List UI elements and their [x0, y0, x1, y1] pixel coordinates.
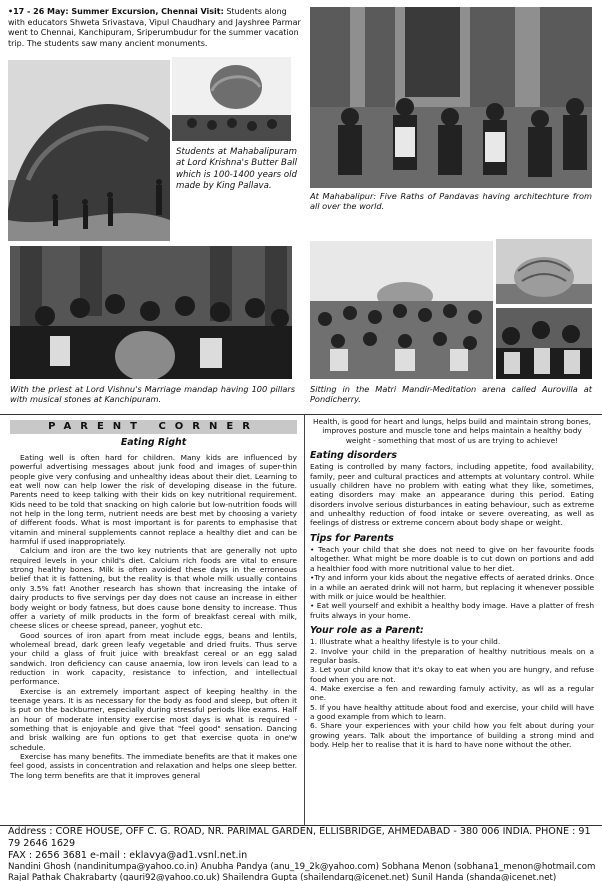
excursion-intro	[8, 7, 303, 49]
paragraph-health-intro: Health, is good for heart and lungs, helps build and maintain strong bones, improves posture and muscle tone and helps maintain a healthy body weight - something that most of us are trying to achieve!	[313, 417, 591, 445]
parent-corner-title: PARENT CORNER	[10, 420, 297, 434]
role-item: 3. Let your child know that it's okay to eat when you are hungry, and refuse food when you are not.	[310, 665, 594, 684]
caption-five-raths: At Mahabalipur: Five Raths of Pandavas having architechture from all over the world.	[310, 191, 592, 212]
photo-matri-mandir-dome	[496, 239, 592, 304]
photo-five-raths	[310, 7, 592, 188]
caption-butter-ball: Students at Mahabalipuram at Lord Krishna's Butter Ball which is 100-1400 years old made by King Pallava.	[176, 147, 297, 192]
tip-item: • Teach your child that she does not need to give on her favourite foods altogether. What might be more doable is to cut down on portions and add a healthier food with more nutritional value to her diet.	[310, 545, 594, 573]
paragraph-calcium-iron: Calcium and iron are the two key nutrients that are generally not upto required levels in your child's diet. Calcium rich foods are vital to ensure strong healthy bones. Milk is often avoided these days in the erroneous belief that it is fattening, but the reality is that whole milk usually contains only 3.5% fat! Another research has shown that increasing the intake of dairy products to five servings per day does not cause an increase in either body weight or body fatness, but does cause bone density to increase. Thus offer a variety of milk products in the form of breakfast cereal with milk, cheese slices or cheese spread, paneer, yoghut etc.	[10, 546, 297, 631]
role-item: 1. Illustrate what a healthy lifestyle is to your child.	[310, 637, 501, 647]
parent-corner-right-column	[310, 417, 594, 749]
tip-item: • Eat well yourself and exhibit a healthy body image. Have a platter of fresh fruits always in your home.	[310, 601, 594, 620]
eating-disorders-heading: Eating disorders	[310, 450, 397, 462]
role-heading: Your role as a Parent:	[310, 624, 424, 636]
tip-item: •Try and inform your kids about the negative effects of aerated drinks. Once in a while an aerated drink will not harm, but replacing it whenever possible with milk or juice would be healthier.	[310, 573, 594, 601]
column-divider	[304, 414, 305, 826]
photo-matri-mandir-students	[310, 241, 493, 379]
footer-fax-email: FAX : 2656 3681 e-mail : eklavya@ad1.vsnl.net.in	[8, 850, 248, 861]
role-item: 5. If you have healthy attitude about food and exercise, your child will have a good example from which to learn.	[310, 702, 594, 721]
photo-matri-mandir-group	[496, 308, 592, 379]
role-item: 6. Share your experiences with your child how you felt about during your growing years. Talk about the importance of building a strong mind and body. Help her to realise that it is hard to have none without the other.	[310, 721, 594, 749]
excursion-text: Students along with educators Shweta Srivastava, Vipul Chaudhary and Jayshree Parmar went to Chennai, Kanchipuram, Sriperumbudur for the summer vacation trip. The students saw many ancient monuments.	[8, 7, 301, 48]
tips-heading: Tips for Parents	[310, 532, 394, 544]
caption-matri-mandir: Sitting in the Matri Mandir-Meditation arena called Aurovilla at Pondicherry.	[310, 384, 592, 405]
caption-mandap: With the priest at Lord Vishnu's Marriage mandap having 100 pillars with musical stones at Kanchipuram.	[10, 384, 295, 405]
paragraph-eating-disorders: Eating is controlled by many factors, including appetite, food availability, family, peer and cultural practices and attempts at voluntary control. While usually children have no problem with eating what they like, sometimes, eating disorders may make an appearance during this period. Eating disorders involve serious disturbances in eating behaviour, such as extreme and unhealthy reduction of food intake or severe overeating, as well as feelings of distress or extreme concern about body shape or weight.	[310, 462, 594, 528]
photo-butter-ball-students	[172, 57, 291, 141]
paragraph-exercise-benefits: Exercise has many benefits. The immediate benefits are that it makes one feel good, assists in concentration and relaxation and helps one sleep better. The long term benefits are that it improves general	[10, 752, 297, 780]
excursion-dates: •17 - 26 May: Summer Excursion, Chennai Visit:	[8, 7, 224, 16]
footer	[8, 826, 598, 881]
role-item: 4. Make exercise a fen and rewarding famuly activity, as wll as a regular one.	[310, 683, 594, 703]
paragraph-eating-well: Eating well is often hard for children. Many kids are influenced by powerful advertising messages about junk food and images of super-thin people give very confusing and unhealthy ideas about their diet. Learning to eat well now can help lower the risk of developing disease in the future. Parents need to keep talking with their kids on key nutritional requirement. Kids need to be told that snacking on high calorie but low-nutrition foods will not help in the long term, nutrient needs are best met by choosing a variety of different foods. What is most important is for parents to emphasise that vitamin and mineral supplements cannot replace a healthy diet and can be harmful if used inappropriately.	[10, 453, 297, 547]
footer-contacts-line2: Rajal Pathak Chakrabarty (gauri92@yahoo.co.uk) Shailendra Gupta (shailendarg@icenet.net) Sunil Handa (shanda@icenet.net)	[8, 872, 557, 881]
photo-mandap-priest	[10, 246, 292, 379]
role-item: 2. Involve your child in the preparation of healthy nutritious meals on a regular basis.	[310, 646, 594, 665]
photo-butter-ball-rock	[8, 60, 170, 241]
footer-contacts-line1: Nandini Ghosh (nandinitumpa@yahoo.co.in) Anubha Pandya (anu_19_2k@yahoo.com) Sobhana Menon (sobhana1_menon@hotmail.com	[8, 862, 596, 872]
paragraph-exercise: Exercise is an extremely important aspect of keeping healthy in the teenage years. It is as necessary for the body as food and sleep, but often it is put on the backburner, especially during stressful periods like exams. Half an hour of moderate intensity exercise most days is what is required - something that is enjoyable and give that "feel good" sensation. Dancing and brisk walking are fun options to get that exercise quota in one'w schedule.	[10, 686, 297, 752]
parent-corner-left-column	[10, 453, 297, 780]
footer-address: Address : CORE HOUSE, OFF C. G. ROAD, NR. PARIMAL GARDEN, ELLISBRIDGE, AHMEDABAD - 380 006 INDIA. PHONE : 91 79 2646 1629	[8, 826, 591, 849]
paragraph-iron-sources: Good sources of iron apart from meat include eggs, beans and lentils, wholemeal bread, dark green leafy vegetable and dried fruits. Thus serve your child a glass of fruit juice with breakfast cereal or an egg salad sandwich. Iron deficiency can cause anaemia, low iron levels can lead to a reduction in work capacity, resistance to infection, and intellectual performance.	[10, 630, 297, 687]
eating-right-heading: Eating Right	[120, 437, 187, 448]
